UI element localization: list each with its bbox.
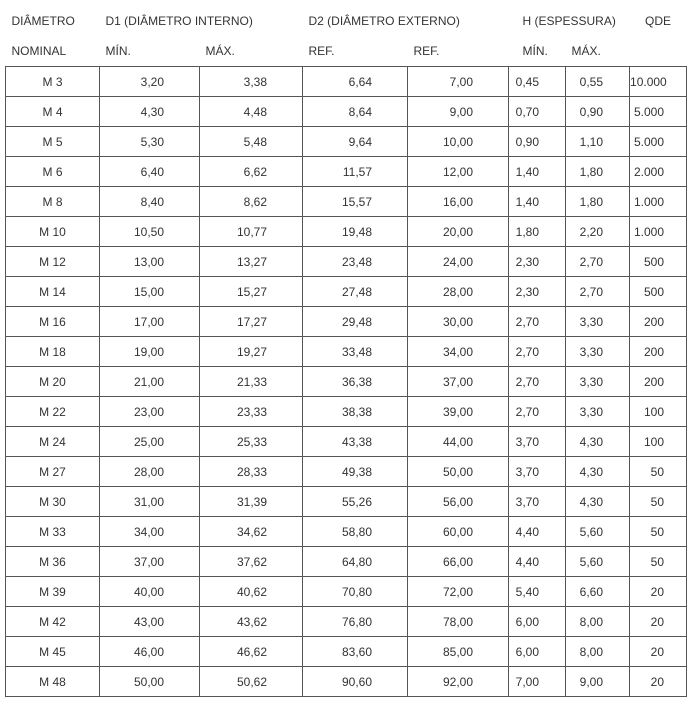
table-row (6, 607, 687, 637)
cell-nominal: M 27 (6, 457, 100, 487)
cell-nominal: M 20 (6, 367, 100, 397)
cell-h-max: 1,80 (566, 157, 630, 187)
cell-h-min: 2,30 (509, 247, 566, 277)
cell-d1-max: 6,62 (200, 157, 303, 187)
cell-quantity: 1.000 (630, 187, 687, 217)
cell-h-min: 3,70 (509, 457, 566, 487)
cell-d1-min: 17,00 (100, 307, 200, 337)
cell-quantity: 2.000 (630, 157, 687, 187)
header-h-thickness: H (ESPESSURA) (522, 14, 616, 28)
cell-h-max: 4,30 (566, 457, 630, 487)
cell-d2-ref-2: 7,00 (408, 67, 509, 97)
cell-d1-min: 19,00 (100, 337, 200, 367)
cell-h-min: 2,70 (509, 367, 566, 397)
cell-d1-min: 13,00 (100, 247, 200, 277)
cell-quantity: 20 (630, 667, 687, 697)
table-row (6, 157, 687, 187)
cell-d1-max: 17,27 (200, 307, 303, 337)
cell-d1-min: 43,00 (100, 607, 200, 637)
cell-h-max: 8,00 (566, 607, 630, 637)
cell-d2-ref-1: 23,48 (303, 247, 408, 277)
cell-nominal: M 18 (6, 337, 100, 367)
cell-quantity: 100 (630, 427, 687, 457)
cell-h-min: 1,40 (509, 157, 566, 187)
cell-h-min: 2,70 (509, 397, 566, 427)
cell-d1-min: 50,00 (100, 667, 200, 697)
cell-h-min: 0,70 (509, 97, 566, 127)
cell-d2-ref-1: 11,57 (303, 157, 408, 187)
table-row (6, 337, 687, 367)
cell-d2-ref-1: 15,57 (303, 187, 408, 217)
header-d2-ref-1: REF. (308, 44, 335, 58)
cell-h-max: 3,30 (566, 307, 630, 337)
cell-d2-ref-2: 20,00 (408, 217, 509, 247)
table-row (6, 637, 687, 667)
cell-nominal: M 4 (6, 97, 100, 127)
header-d2-external: D2 (DIÂMETRO EXTERNO) (308, 14, 460, 28)
cell-h-min: 1,80 (509, 217, 566, 247)
cell-h-min: 0,90 (509, 127, 566, 157)
header-nominal: NOMINAL (11, 44, 67, 58)
cell-d2-ref-1: 90,60 (303, 667, 408, 697)
cell-h-max: 1,10 (566, 127, 630, 157)
cell-quantity: 1.000 (630, 217, 687, 247)
cell-quantity: 5.000 (630, 97, 687, 127)
cell-d1-max: 23,33 (200, 397, 303, 427)
cell-d1-min: 37,00 (100, 547, 200, 577)
table-row (6, 187, 687, 217)
cell-d2-ref-2: 12,00 (408, 157, 509, 187)
cell-h-max: 3,30 (566, 337, 630, 367)
table-row (6, 667, 687, 697)
cell-h-max: 4,30 (566, 427, 630, 457)
cell-d1-max: 5,48 (200, 127, 303, 157)
cell-d2-ref-2: 66,00 (408, 547, 509, 577)
cell-d2-ref-2: 39,00 (408, 397, 509, 427)
cell-quantity: 5.000 (630, 127, 687, 157)
cell-d2-ref-1: 43,38 (303, 427, 408, 457)
header-h-max: MÁX. (571, 44, 601, 58)
cell-d2-ref-2: 34,00 (408, 337, 509, 367)
header-d1-min: MÍN. (105, 44, 131, 58)
washer-dimensions-table (5, 6, 687, 697)
cell-d2-ref-2: 85,00 (408, 637, 509, 667)
cell-d2-ref-1: 9,64 (303, 127, 408, 157)
cell-d2-ref-2: 37,00 (408, 367, 509, 397)
cell-nominal: M 36 (6, 547, 100, 577)
cell-d1-max: 31,39 (200, 487, 303, 517)
cell-h-max: 5,60 (566, 517, 630, 547)
cell-nominal: M 22 (6, 397, 100, 427)
cell-nominal: M 42 (6, 607, 100, 637)
table-row (6, 127, 687, 157)
cell-nominal: M 39 (6, 577, 100, 607)
table-body (6, 67, 687, 697)
cell-h-min: 2,70 (509, 307, 566, 337)
cell-quantity: 200 (630, 337, 687, 367)
cell-nominal: M 3 (6, 67, 100, 97)
table-row (6, 277, 687, 307)
cell-d1-max: 10,77 (200, 217, 303, 247)
header-h-min: MÍN. (522, 44, 548, 58)
table-row (6, 247, 687, 277)
cell-quantity: 500 (630, 247, 687, 277)
cell-quantity: 20 (630, 607, 687, 637)
cell-quantity: 50 (630, 517, 687, 547)
cell-nominal: M 14 (6, 277, 100, 307)
cell-nominal: M 12 (6, 247, 100, 277)
cell-d1-min: 6,40 (100, 157, 200, 187)
cell-nominal: M 10 (6, 217, 100, 247)
cell-d2-ref-1: 64,80 (303, 547, 408, 577)
cell-d2-ref-1: 76,80 (303, 607, 408, 637)
header-quantity: QDE (645, 14, 672, 28)
header-qty-blank (630, 36, 687, 67)
cell-d2-ref-1: 29,48 (303, 307, 408, 337)
cell-d1-max: 28,33 (200, 457, 303, 487)
cell-d1-min: 46,00 (100, 637, 200, 667)
cell-d2-ref-2: 10,00 (408, 127, 509, 157)
table-header (6, 6, 687, 67)
cell-quantity: 500 (630, 277, 687, 307)
cell-d1-max: 40,62 (200, 577, 303, 607)
cell-h-max: 2,20 (566, 217, 630, 247)
cell-h-min: 6,00 (509, 637, 566, 667)
header-d1-max: MÁX. (205, 44, 235, 58)
cell-d2-ref-2: 92,00 (408, 667, 509, 697)
cell-d2-ref-2: 28,00 (408, 277, 509, 307)
cell-quantity: 50 (630, 547, 687, 577)
cell-d1-max: 8,62 (200, 187, 303, 217)
cell-d1-max: 4,48 (200, 97, 303, 127)
cell-d2-ref-2: 9,00 (408, 97, 509, 127)
cell-h-min: 5,40 (509, 577, 566, 607)
cell-nominal: M 5 (6, 127, 100, 157)
cell-nominal: M 45 (6, 637, 100, 667)
cell-d2-ref-2: 24,00 (408, 247, 509, 277)
cell-d1-min: 40,00 (100, 577, 200, 607)
cell-h-max: 8,00 (566, 637, 630, 667)
cell-h-max: 2,70 (566, 247, 630, 277)
cell-h-max: 9,00 (566, 667, 630, 697)
table-row (6, 427, 687, 457)
cell-d2-ref-1: 49,38 (303, 457, 408, 487)
cell-quantity: 20 (630, 637, 687, 667)
cell-d1-max: 3,38 (200, 67, 303, 97)
table-row (6, 517, 687, 547)
cell-h-max: 0,90 (566, 97, 630, 127)
table-row (6, 307, 687, 337)
table-row (6, 457, 687, 487)
cell-nominal: M 24 (6, 427, 100, 457)
cell-d2-ref-2: 30,00 (408, 307, 509, 337)
table-row (6, 547, 687, 577)
cell-d1-min: 34,00 (100, 517, 200, 547)
cell-h-min: 2,30 (509, 277, 566, 307)
cell-h-min: 2,70 (509, 337, 566, 367)
cell-h-min: 1,40 (509, 187, 566, 217)
cell-nominal: M 33 (6, 517, 100, 547)
cell-nominal: M 48 (6, 667, 100, 697)
cell-h-min: 4,40 (509, 517, 566, 547)
cell-h-min: 0,45 (509, 67, 566, 97)
cell-d2-ref-1: 33,48 (303, 337, 408, 367)
cell-quantity: 20 (630, 577, 687, 607)
cell-d2-ref-2: 78,00 (408, 607, 509, 637)
cell-h-min: 3,70 (509, 427, 566, 457)
cell-d2-ref-1: 6,64 (303, 67, 408, 97)
cell-h-max: 6,60 (566, 577, 630, 607)
cell-d1-min: 23,00 (100, 397, 200, 427)
cell-d1-min: 10,50 (100, 217, 200, 247)
cell-quantity: 100 (630, 397, 687, 427)
cell-nominal: M 16 (6, 307, 100, 337)
cell-nominal: M 8 (6, 187, 100, 217)
cell-d2-ref-1: 38,38 (303, 397, 408, 427)
cell-h-max: 4,30 (566, 487, 630, 517)
cell-quantity: 50 (630, 487, 687, 517)
cell-d1-max: 19,27 (200, 337, 303, 367)
cell-d2-ref-1: 19,48 (303, 217, 408, 247)
cell-h-min: 4,40 (509, 547, 566, 577)
cell-d1-max: 43,62 (200, 607, 303, 637)
cell-d1-max: 34,62 (200, 517, 303, 547)
table-row (6, 67, 687, 97)
cell-d1-max: 25,33 (200, 427, 303, 457)
cell-h-max: 2,70 (566, 277, 630, 307)
cell-d1-max: 46,62 (200, 637, 303, 667)
cell-d1-min: 31,00 (100, 487, 200, 517)
cell-d2-ref-1: 58,80 (303, 517, 408, 547)
cell-h-max: 0,55 (566, 67, 630, 97)
cell-quantity: 200 (630, 307, 687, 337)
header-nominal-diameter: DIÂMETRO (11, 14, 75, 28)
cell-d1-max: 21,33 (200, 367, 303, 397)
header-row-1 (6, 6, 687, 36)
cell-h-max: 3,30 (566, 397, 630, 427)
cell-quantity: 50 (630, 457, 687, 487)
cell-d2-ref-1: 27,48 (303, 277, 408, 307)
cell-d1-min: 4,30 (100, 97, 200, 127)
cell-nominal: M 30 (6, 487, 100, 517)
cell-d2-ref-1: 36,38 (303, 367, 408, 397)
cell-quantity: 200 (630, 367, 687, 397)
table-row (6, 367, 687, 397)
cell-d1-min: 21,00 (100, 367, 200, 397)
cell-d1-max: 15,27 (200, 277, 303, 307)
table-row (6, 217, 687, 247)
cell-nominal: M 6 (6, 157, 100, 187)
cell-d1-min: 15,00 (100, 277, 200, 307)
cell-d1-min: 5,30 (100, 127, 200, 157)
header-row-2 (6, 36, 687, 67)
cell-d1-max: 37,62 (200, 547, 303, 577)
cell-d1-min: 8,40 (100, 187, 200, 217)
cell-d2-ref-2: 72,00 (408, 577, 509, 607)
cell-d2-ref-2: 50,00 (408, 457, 509, 487)
cell-d1-min: 3,20 (100, 67, 200, 97)
cell-d2-ref-2: 56,00 (408, 487, 509, 517)
cell-d2-ref-1: 8,64 (303, 97, 408, 127)
cell-h-max: 1,80 (566, 187, 630, 217)
cell-h-min: 7,00 (509, 667, 566, 697)
cell-d2-ref-2: 44,00 (408, 427, 509, 457)
cell-d1-max: 50,62 (200, 667, 303, 697)
cell-d2-ref-1: 83,60 (303, 637, 408, 667)
cell-quantity: 10.000 (630, 67, 687, 97)
cell-h-max: 5,60 (566, 547, 630, 577)
table-row (6, 577, 687, 607)
cell-d1-min: 28,00 (100, 457, 200, 487)
cell-d2-ref-1: 55,26 (303, 487, 408, 517)
cell-h-max: 3,30 (566, 367, 630, 397)
cell-d2-ref-2: 60,00 (408, 517, 509, 547)
header-d2-ref-2: REF. (413, 44, 440, 58)
cell-d1-max: 13,27 (200, 247, 303, 277)
cell-d2-ref-2: 16,00 (408, 187, 509, 217)
cell-h-min: 3,70 (509, 487, 566, 517)
table-row (6, 487, 687, 517)
cell-d1-min: 25,00 (100, 427, 200, 457)
table-row (6, 97, 687, 127)
cell-d2-ref-1: 70,80 (303, 577, 408, 607)
table-row (6, 397, 687, 427)
header-d1-internal: D1 (DIÂMETRO INTERNO) (105, 14, 253, 28)
cell-h-min: 6,00 (509, 607, 566, 637)
